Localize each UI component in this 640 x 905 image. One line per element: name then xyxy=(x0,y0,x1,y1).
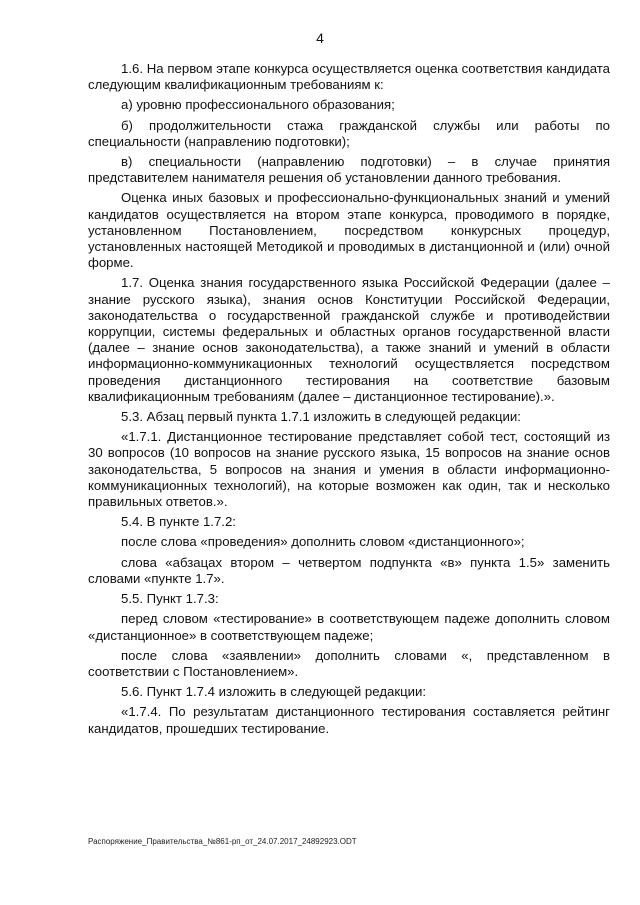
paragraph-5-6: 5.6. Пункт 1.7.4 изложить в следующей редакции: xyxy=(121,684,427,700)
paragraph-1-6: 1.6. На первом этапе конкурса осуществляется оценка соответствия кандидата следующим квалификационным требованиям к: xyxy=(88,61,610,93)
paragraph-1-7-1: «1.7.1. Дистанционное тестирование представляет собой тест, состоящий из 30 вопросов (10 вопросов на знание русского языка, 15 вопросов на знание основ законодательства, 5 вопросов на знания и умения в области информационно-коммуникационных технологий), на которые возможен как один, так и несколько правильных ответов.». xyxy=(88,429,610,510)
paragraph-item-a: а) уровню профессионального образования; xyxy=(121,97,395,113)
document-body xyxy=(88,61,610,741)
paragraph-5-4: 5.4. В пункте 1.7.2: xyxy=(121,514,236,530)
paragraph-5-4-a: после слова «проведения» дополнить словом «дистанционного»; xyxy=(121,534,525,550)
paragraph-1-7: 1.7. Оценка знания государственного языка Российской Федерации (далее – знание русского языка), знания основ Конституции Российской Федерации, законодательства о государственной гражданской службе и противодействии коррупции, системы федеральных и областных органов государственной власти (далее – знание основ законодательства), а также знаний и умений в области информационно-коммуникационных технологий осуществляется посредством проведения дистанционного тестирования на соответствие базовым квалификационным требованиям (далее – дистанционное тестирование).». xyxy=(88,275,610,404)
paragraph-5-5: 5.5. Пункт 1.7.3: xyxy=(121,591,219,607)
paragraph-assessment: Оценка иных базовых и профессионально-функциональных знаний и умений кандидатов осуществляется на втором этапе конкурса, проводимого в порядке, установленном Постановлением, посредством конкурсных процедур, установленных настоящей Методикой и проводимых в дистанционной и (или) очной форме. xyxy=(88,190,610,271)
page-number: 4 xyxy=(316,30,324,46)
paragraph-item-b: б) продолжительности стажа гражданской службы или работы по специальности (направлению подготовки); xyxy=(88,117,610,149)
paragraph-item-v: в) специальности (направлению подготовки) – в случае принятия представителем нанимателя решения об установлении данного требования. xyxy=(88,154,610,186)
document-footer: Распоряжение_Правительства_№861-рп_от_24.07.2017_24892923.ODT xyxy=(88,837,357,846)
paragraph-1-7-4: «1.7.4. По результатам дистанционного тестирования составляется рейтинг кандидатов, прошедших тестирование. xyxy=(88,704,610,736)
paragraph-5-5-b: после слова «заявлении» дополнить словами «, представленном в соответствии с Постановлением». xyxy=(88,647,610,679)
paragraph-5-5-a: перед словом «тестирование» в соответствующем падеже дополнить словом «дистанционное» в соответствующем падеже; xyxy=(88,611,610,643)
paragraph-5-4-b: слова «абзацах втором – четвертом подпункта «в» пункта 1.5» заменить словами «пункте 1.7». xyxy=(88,554,610,586)
paragraph-5-3: 5.3. Абзац первый пункта 1.7.1 изложить в следующей редакции: xyxy=(121,409,521,425)
